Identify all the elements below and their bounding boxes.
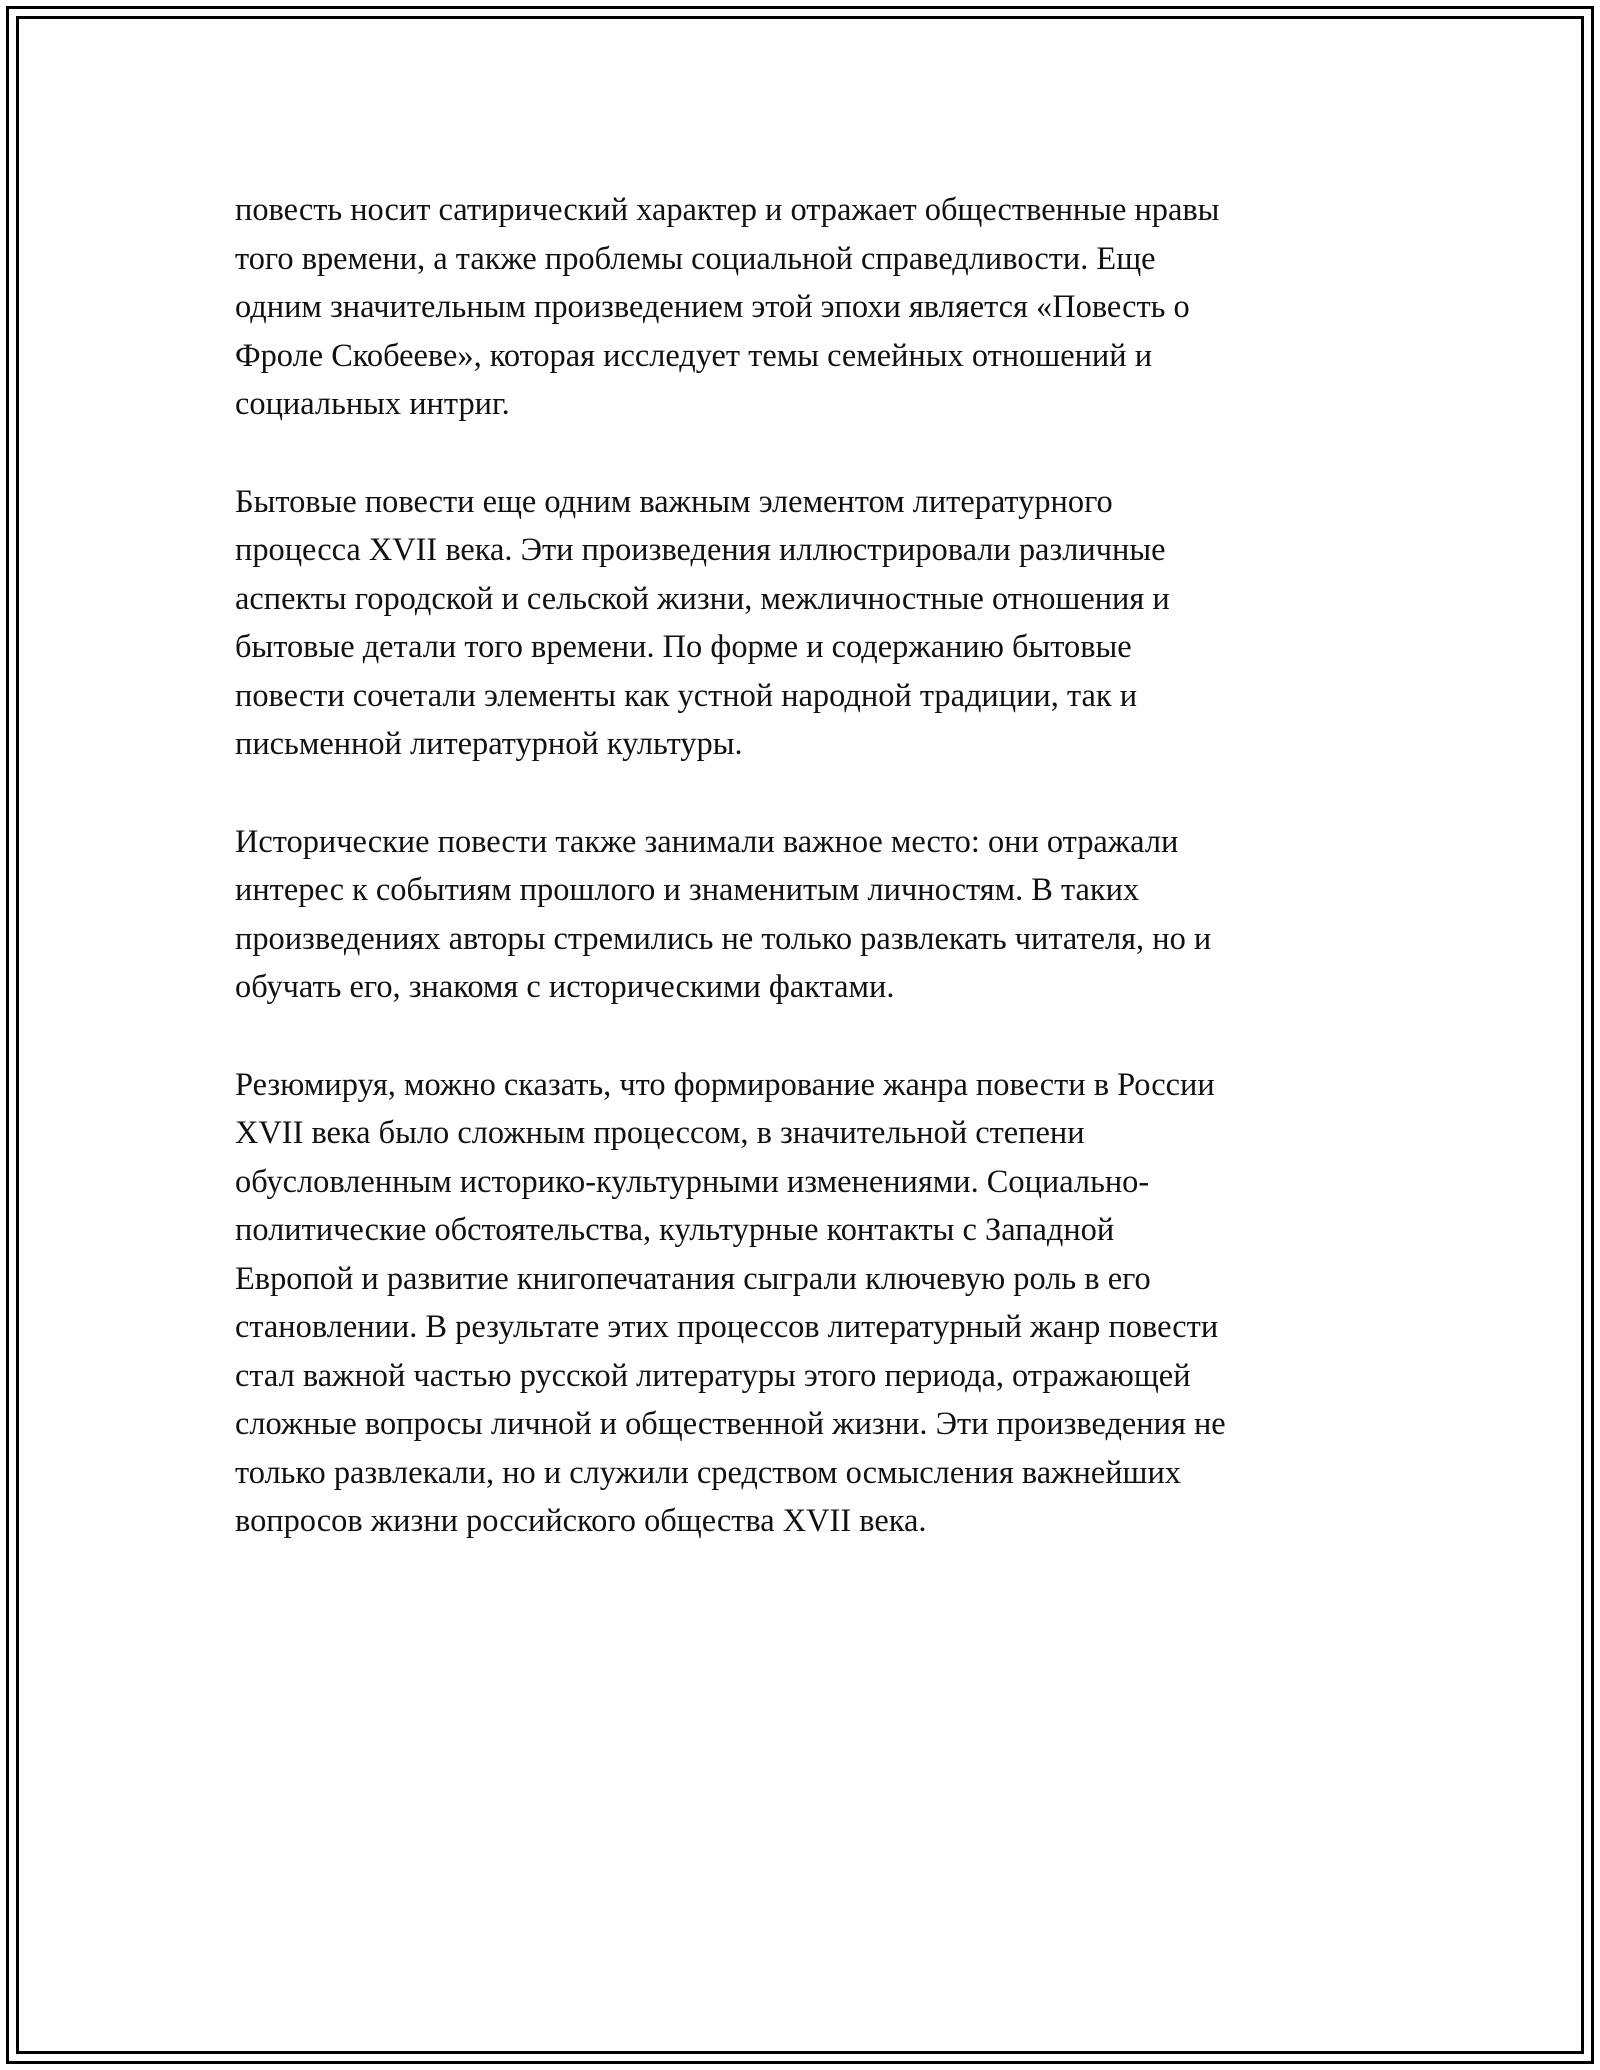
text-line: политические обстоятельства, культурные контакты с Западной [235, 1212, 1115, 1248]
text-line: того времени, а также проблемы социальной справедливости. Еще [235, 240, 1156, 277]
text-line: стал важной частью русской литературы этого периода, отражающей [235, 1357, 1191, 1394]
text-line: становлении. В результате этих процессов литературный жанр повести [235, 1309, 1219, 1345]
paragraph-everyday-tales [235, 478, 1375, 769]
text-line: Европой и развитие книгопечатания сыграли ключевую роль в его [235, 1260, 1151, 1297]
text-line: аспекты городской и сельской жизни, межличностные отношения и [235, 580, 1170, 617]
text-line: бытовые детали того времени. По форме и содержанию бытовые [235, 629, 1132, 665]
text-line: Фроле Скобееве», которая исследует темы семейных отношений и [235, 337, 1153, 374]
text-line: Бытовые повести еще одним важным элементом литературного [235, 483, 1113, 520]
text-line: письменной литературной культуры. [235, 726, 743, 762]
paragraph-satirical-tales [235, 186, 1375, 429]
text-line: произведениях авторы стремились не только развлекать читателя, но и [235, 920, 1212, 957]
text-line: процесса XVII века. Эти произведения иллюстрировали различные [235, 532, 1166, 568]
text-line: XVII века было сложным процессом, в значительной степени [235, 1115, 1085, 1151]
text-line: обусловленным историко-культурными изменениями. Социально- [235, 1163, 1150, 1200]
text-line: обучать его, знакомя с историческими фактами. [235, 969, 895, 1005]
text-line: сложные вопросы личной и общественной жизни. Эти произведения не [235, 1406, 1226, 1442]
text-line: повести сочетали элементы как устной народной традиции, так и [235, 677, 1138, 714]
paragraph-historical-tales [235, 818, 1375, 1012]
text-line: социальных интриг. [235, 386, 510, 422]
document-body [235, 186, 1375, 1595]
text-line: повесть носит сатирический характер и отражает общественные нравы [235, 192, 1220, 228]
paragraph-conclusion [235, 1061, 1375, 1546]
text-line: только развлекали, но и служили средством осмысления важнейших [235, 1454, 1182, 1491]
text-line: интерес к событиям прошлого и знаменитым личностям. В таких [235, 872, 1140, 908]
text-line: Исторические повести также занимали важное место: они отражали [235, 823, 1179, 860]
text-line: вопросов жизни российского общества XVII века. [235, 1503, 927, 1539]
text-line: одним значительным произведением этой эпохи является «Повесть о [235, 289, 1190, 325]
text-line: Резюмируя, можно сказать, что формирование жанра повести в России [235, 1066, 1215, 1103]
